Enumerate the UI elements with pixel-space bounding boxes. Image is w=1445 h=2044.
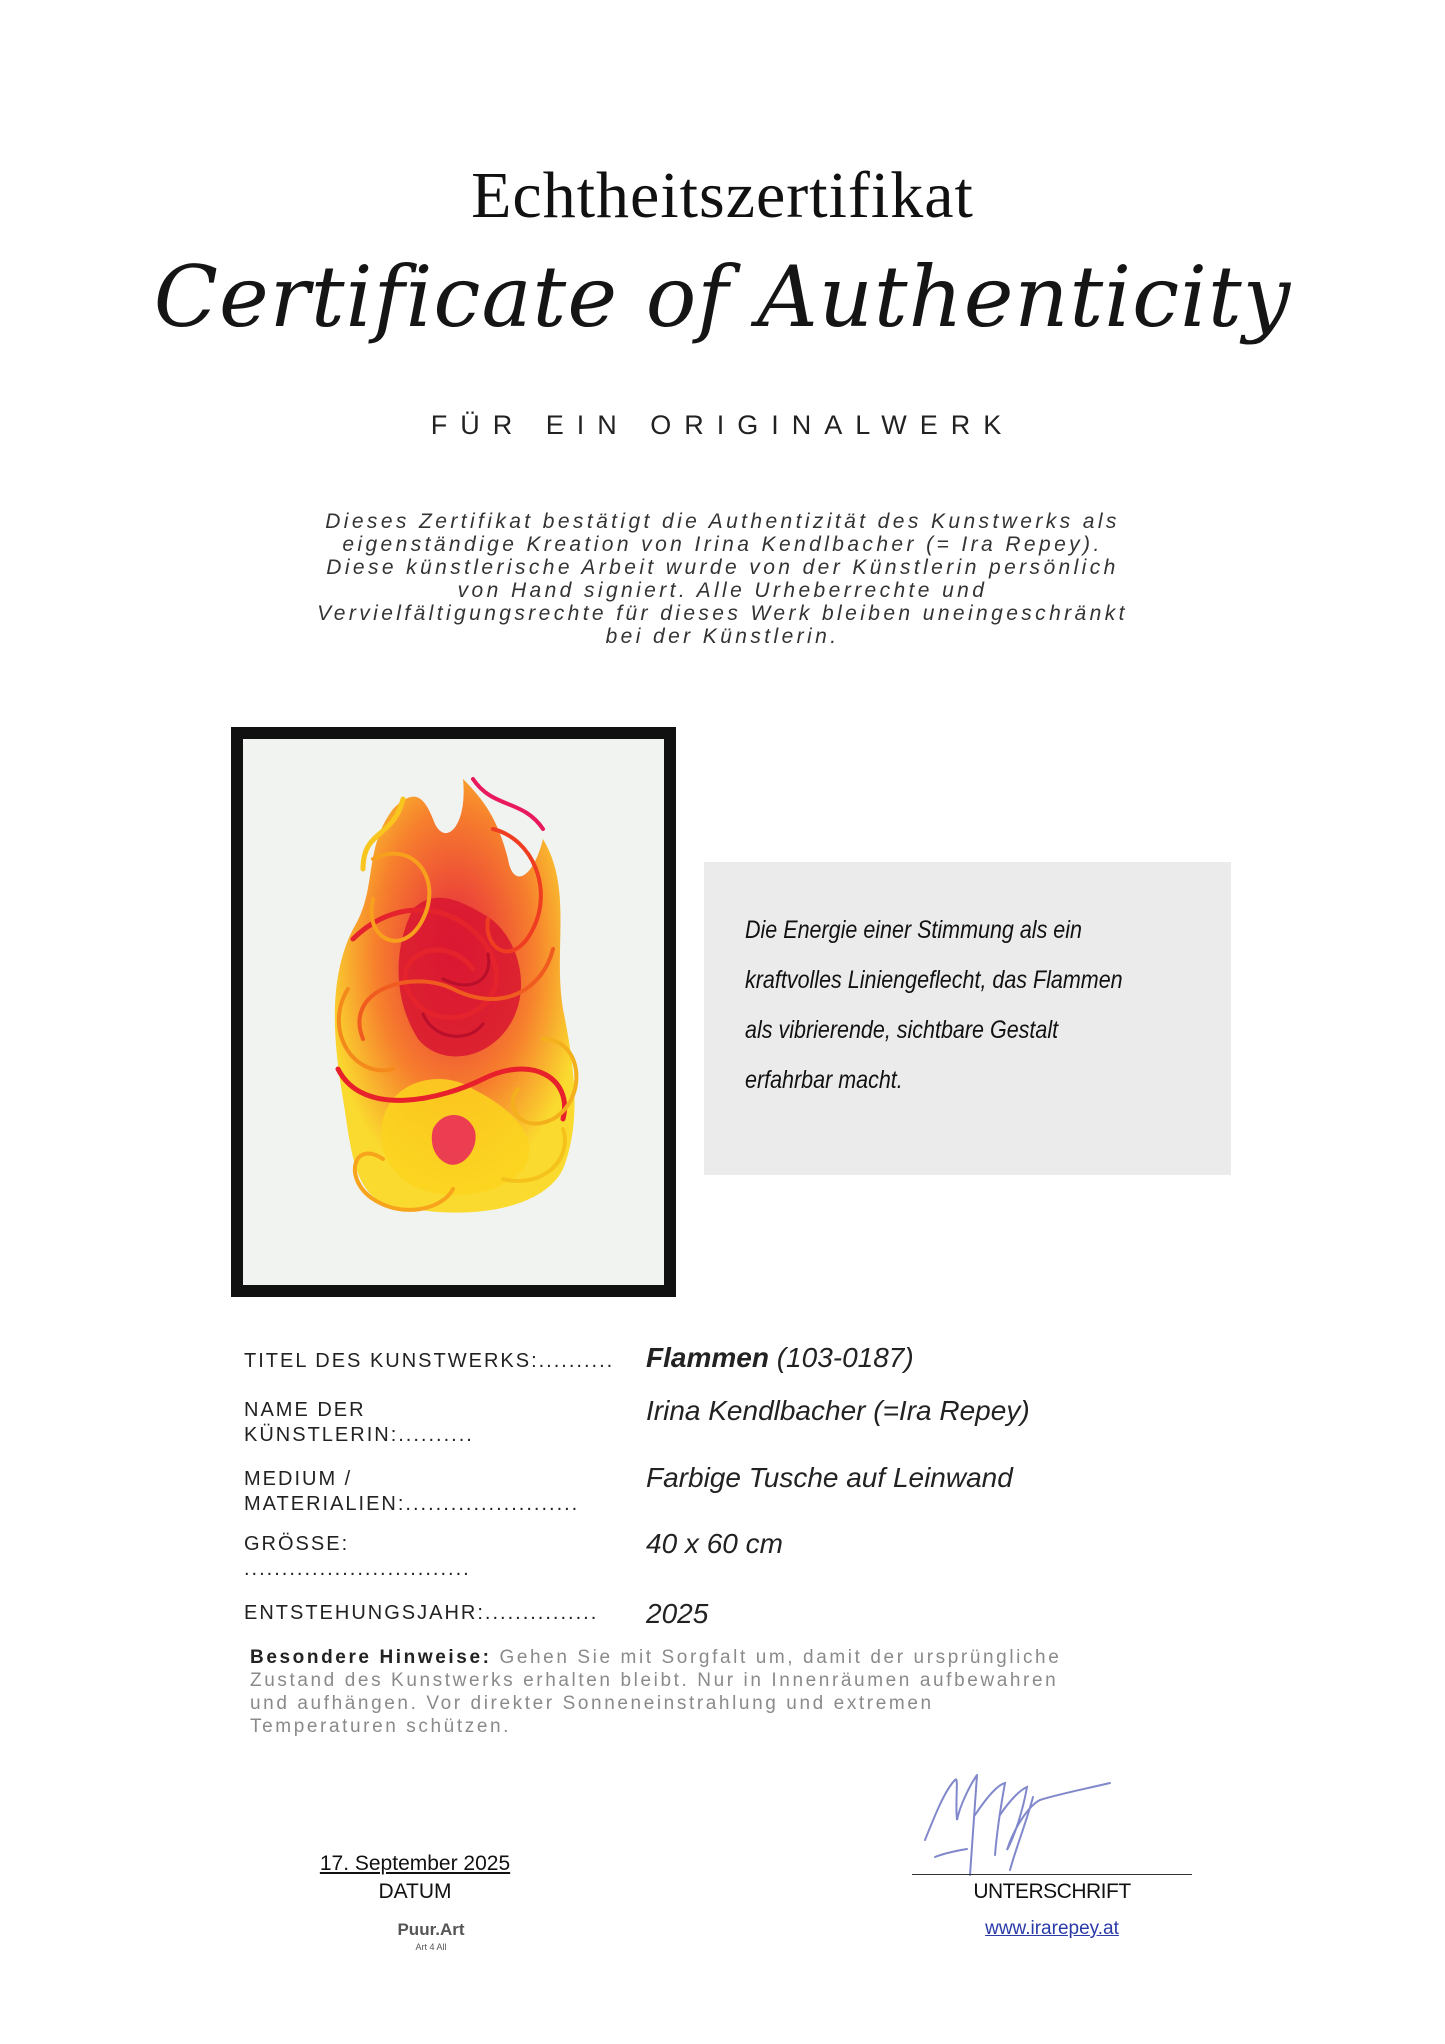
signature-line xyxy=(912,1874,1192,1875)
logo-subtext: Art 4 All xyxy=(415,1942,447,1952)
certificate-title-german: Echtheitszertifikat xyxy=(471,159,974,232)
year-field-label: ENTSTEHUNGSJAHR:............... xyxy=(244,1602,599,1624)
size-label-line: .............................. xyxy=(244,1558,471,1580)
website-link[interactable]: www.irarepey.at xyxy=(985,1918,1119,1939)
intro-line: von Hand signiert. Alle Urheberrechte und xyxy=(457,579,988,602)
intro-line: Dieses Zertifikat bestätigt die Authentizität des Kunstwerks als xyxy=(325,510,1120,533)
handwritten-signature xyxy=(915,1745,1145,1885)
date-value: 17. September 2025 xyxy=(319,1852,511,1875)
notice-label: Besondere Hinweise: xyxy=(250,1647,492,1668)
certificate-title-english: Certificate of Authenticity xyxy=(153,248,1292,346)
size-field-value: 40 x 60 cm xyxy=(646,1528,783,1559)
notice-line: Temperaturen schützen. xyxy=(250,1716,512,1737)
artist-label-line: NAME DER xyxy=(244,1399,366,1421)
artwork-description xyxy=(745,905,1209,1105)
intro-line: eigenständige Kreation von Irina Kendlbacher (= Ira Repey). xyxy=(342,533,1103,556)
artwork-code: (103-0187) xyxy=(776,1342,914,1373)
description-line: kraftvolles Liniengeflecht, das Flammen xyxy=(745,966,1123,994)
special-notice xyxy=(250,1646,1150,1738)
notice-line: Gehen Sie mit Sorgfalt um, damit der ursprüngliche xyxy=(499,1647,1062,1668)
year-field-value: 2025 xyxy=(646,1598,709,1629)
artist-field-value: Irina Kendlbacher (=Ira Repey) xyxy=(646,1395,1030,1426)
medium-field-label xyxy=(244,1467,634,1517)
notice-line: und aufhängen. Vor direkter Sonneneinstrahlung und extremen xyxy=(250,1693,934,1714)
intro-line: Vervielfältigungsrechte für dieses Werk bleiben uneingeschränkt xyxy=(317,602,1128,625)
medium-field-value: Farbige Tusche auf Leinwand xyxy=(646,1462,1013,1493)
logo-text: Puur.Art xyxy=(397,1920,465,1939)
intro-line: Diese künstlerische Arbeit wurde von der Künstlerin persönlich xyxy=(326,556,1119,579)
artwork-title: Flammen xyxy=(646,1342,769,1373)
puur-art-logo xyxy=(394,1917,468,1957)
size-label-line: GRÖSSE: xyxy=(244,1533,350,1555)
description-line: Die Energie einer Stimmung als ein xyxy=(745,916,1082,944)
description-line: als vibrierende, sichtbare Gestalt xyxy=(745,1016,1059,1044)
artwork-painting xyxy=(243,739,664,1285)
medium-label-line: MEDIUM / xyxy=(244,1468,353,1490)
description-line: erfahrbar macht. xyxy=(745,1066,903,1094)
artist-label-line: KÜNSTLERIN:.......... xyxy=(244,1424,474,1446)
medium-label-line: MATERIALIEN:....................... xyxy=(244,1493,580,1515)
certificate-subtitle: FÜR EIN ORIGINALWERK xyxy=(430,410,1015,440)
notice-line: Zustand des Kunstwerks erhalten bleibt. Nur in Innenräumen aufbewahren xyxy=(250,1670,1059,1691)
artwork-image xyxy=(231,727,676,1297)
title-field-value xyxy=(646,1342,1206,1374)
artist-field-label xyxy=(244,1398,634,1448)
intro-line: bei der Künstlerin. xyxy=(605,625,840,648)
signature-label: UNTERSCHRIFT xyxy=(973,1880,1131,1903)
title-field-label: TITEL DES KUNSTWERKS:.......... xyxy=(244,1350,615,1372)
size-field-label xyxy=(244,1532,634,1582)
date-label: DATUM xyxy=(378,1880,452,1903)
intro-paragraph xyxy=(250,510,1195,648)
